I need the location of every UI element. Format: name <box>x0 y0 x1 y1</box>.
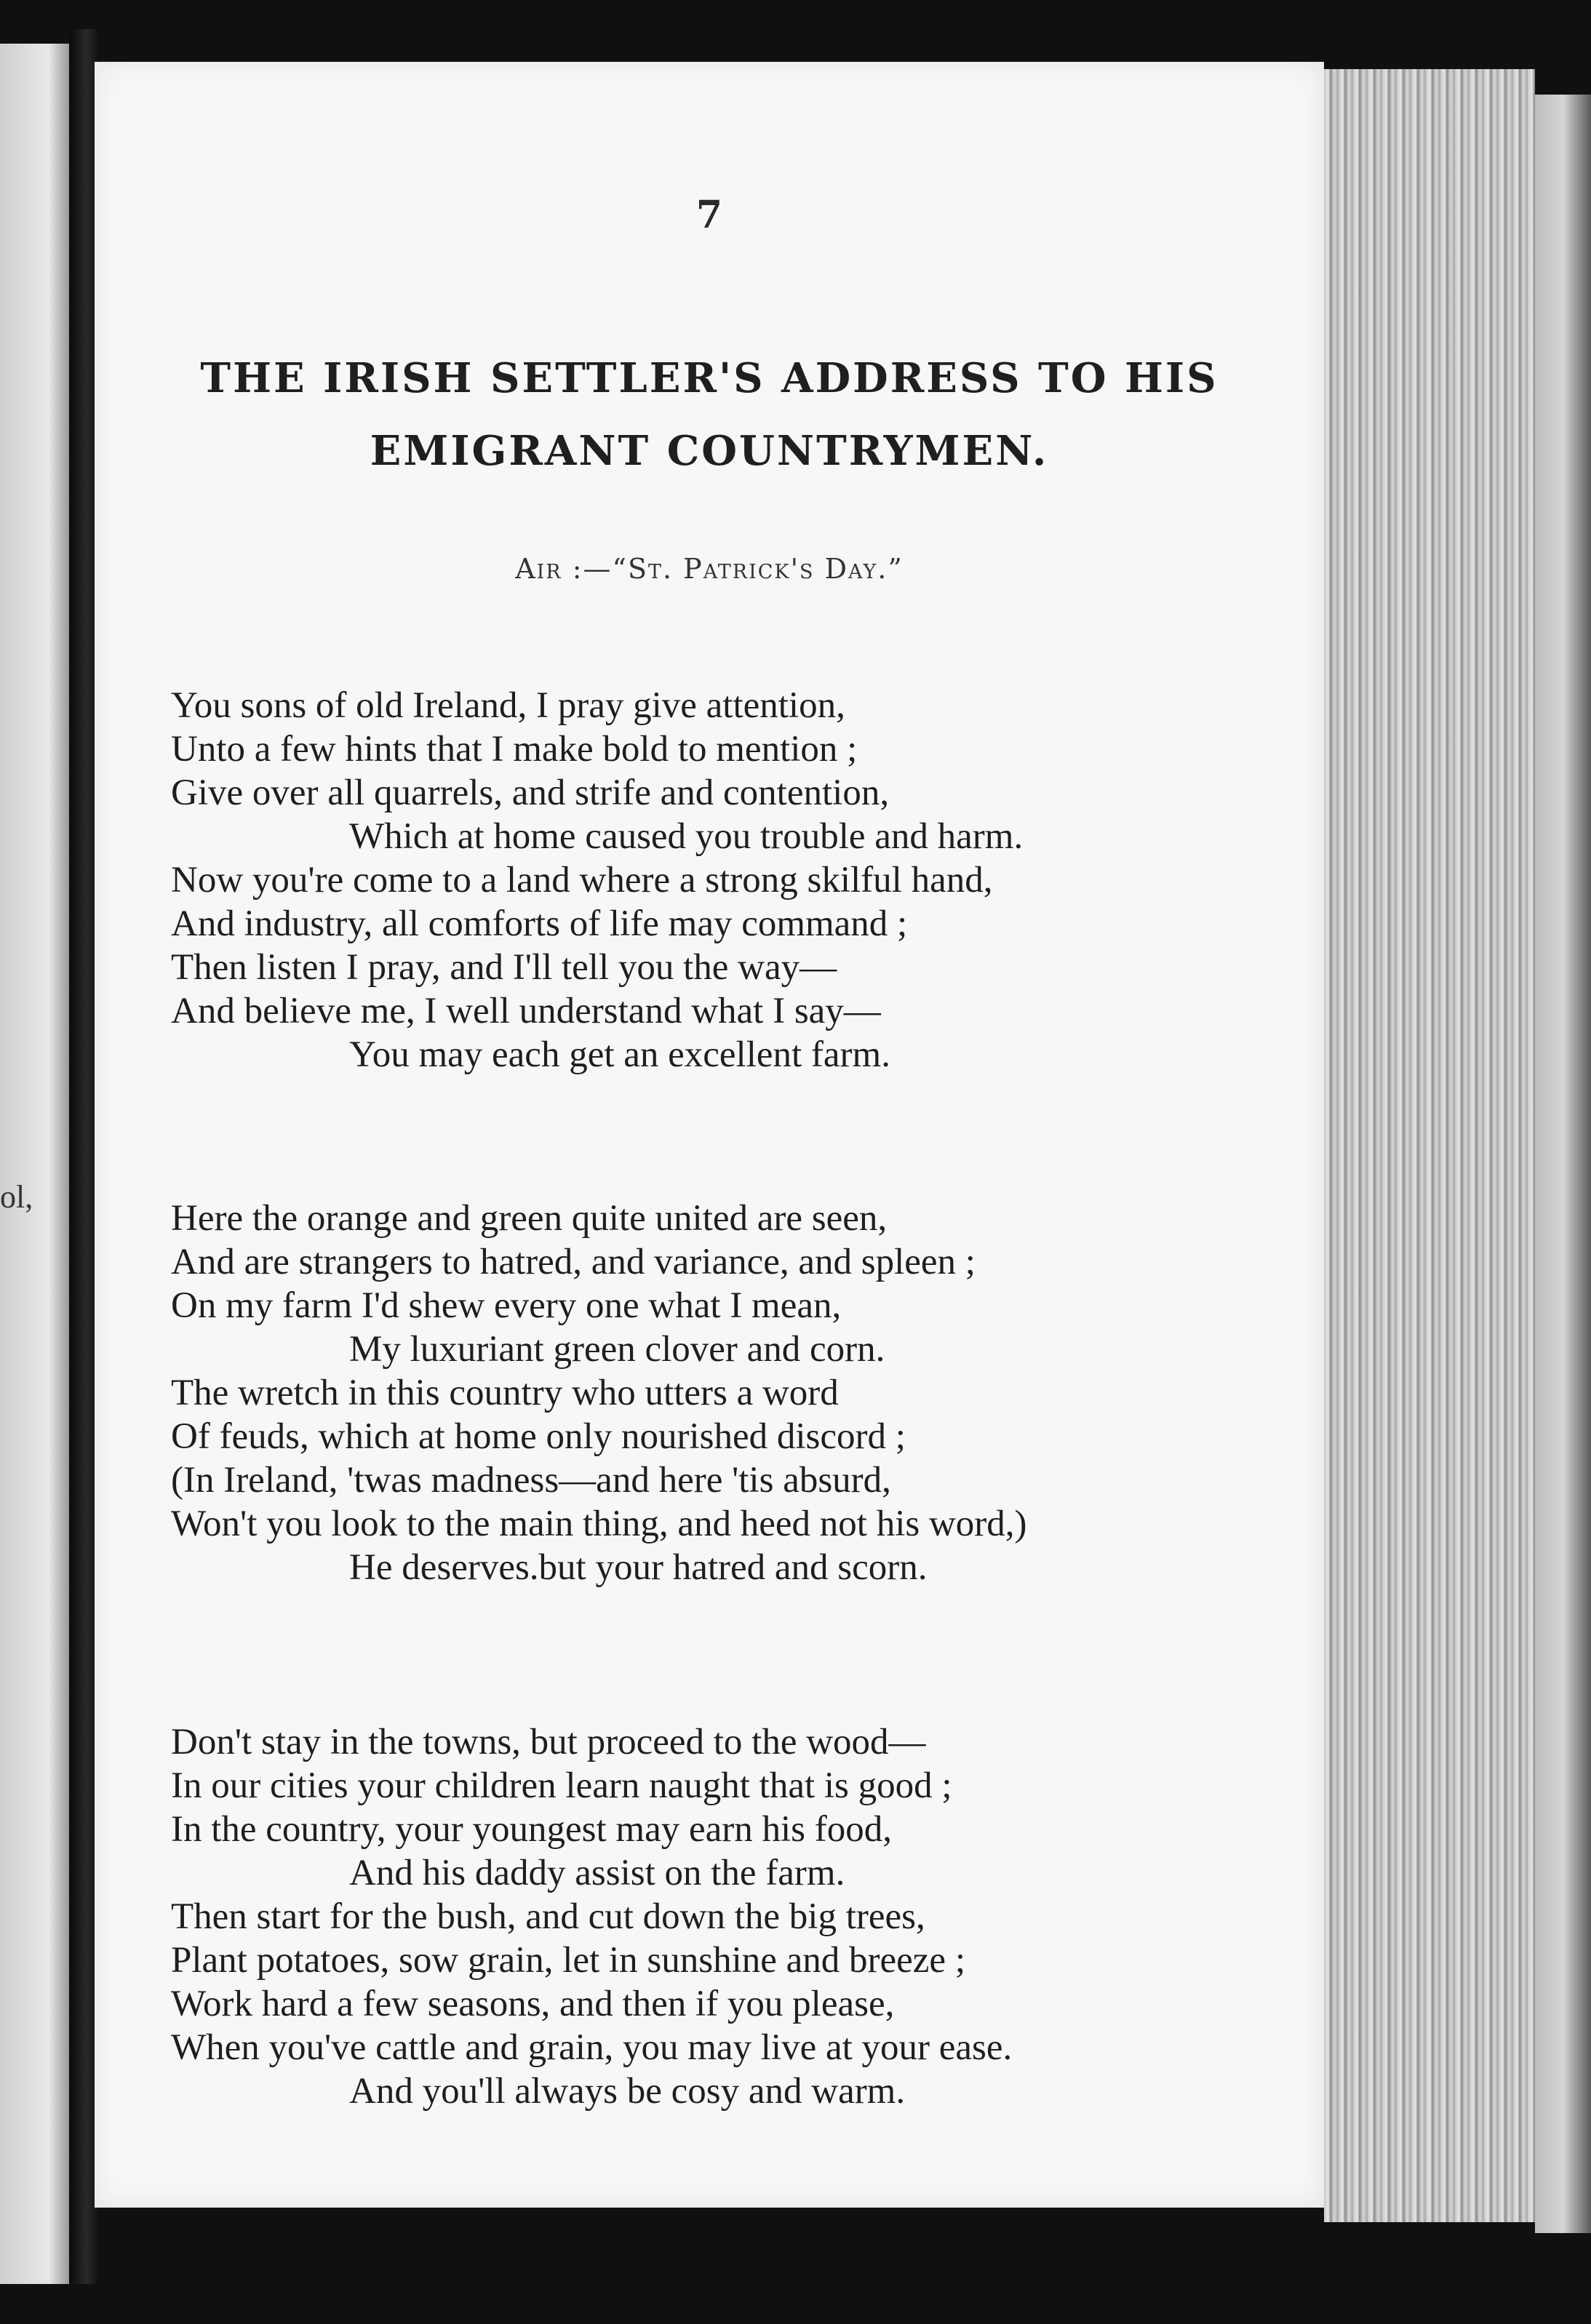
poem-title <box>95 342 1324 487</box>
verse-line-indented: Which at home caused you trouble and harm. <box>349 816 1024 857</box>
page-stack-edge <box>1324 69 1535 2222</box>
verse-line: Then start for the bush, and cut down the big trees, <box>171 1896 925 1937</box>
verse-line-indented: You may each get an excellent farm. <box>349 1034 890 1075</box>
verse-line: Don't stay in the towns, but proceed to the wood— <box>171 1722 926 1762</box>
verse-line: You sons of old Ireland, I pray give attention, <box>171 685 845 726</box>
verse-line: Of feuds, which at home only nourished discord ; <box>171 1416 906 1457</box>
verse-line-indented: And you'll always be cosy and warm. <box>349 2071 906 2112</box>
verse-line: Now you're come to a land where a strong skilful hand, <box>171 860 993 901</box>
book-page <box>95 62 1324 2208</box>
verse-line: And industry, all comforts of life may command ; <box>171 903 908 944</box>
verse-line: Then listen I pray, and I'll tell you the way— <box>171 947 837 988</box>
verse-line-indented: He deserves.but your hatred and scorn. <box>349 1547 928 1588</box>
verse-line: In our cities your children learn naught that is good ; <box>171 1765 952 1806</box>
verse-line: Work hard a few seasons, and then if you please, <box>171 1984 895 2024</box>
title-line-2: EMIGRANT COUNTRYMEN. <box>370 427 1049 475</box>
verse-line: In the country, your youngest may earn his food, <box>171 1809 892 1850</box>
verse-line: (In Ireland, 'twas madness—and here 'tis absurd, <box>171 1460 891 1501</box>
verse-line: When you've cattle and grain, you may live at your ease. <box>171 2027 1013 2068</box>
verse-line: And believe me, I well understand what I say— <box>171 991 881 1031</box>
stanza-2 <box>171 1197 1306 1589</box>
verse-line-indented: And his daddy assist on the farm. <box>349 1853 845 1893</box>
page-number: 7 <box>695 193 723 237</box>
book-gutter <box>69 29 98 2284</box>
verse-line: Unto a few hints that I make bold to mention ; <box>171 729 858 770</box>
stanza-3 <box>171 1720 1306 2113</box>
left-page-text-fragment: ol, <box>0 1179 33 1215</box>
verse-line: Won't you look to the main thing, and heed not his word,) <box>171 1504 1027 1544</box>
air-note: Air :—“St. Patrick's Day.” <box>515 553 904 585</box>
verse-line-indented: My luxuriant green clover and corn. <box>349 1329 885 1370</box>
verse-line: Plant potatoes, sow grain, let in sunshine and breeze ; <box>171 1940 965 1981</box>
stanza-1 <box>171 684 1306 1077</box>
title-line-1: THE IRISH SETTLER'S ADDRESS TO HIS <box>200 354 1219 402</box>
verse-line: The wretch in this country who utters a word <box>171 1373 839 1413</box>
verse-line: On my farm I'd shew every one what I mean, <box>171 1285 842 1326</box>
book-cover-edge <box>1535 95 1591 2233</box>
verse-line: Give over all quarrels, and strife and contention, <box>171 772 890 813</box>
verse-line: And are strangers to hatred, and variance, and spleen ; <box>171 1242 976 1282</box>
verse-line: Here the orange and green quite united are seen, <box>171 1198 888 1239</box>
left-page-edge <box>0 44 69 2284</box>
